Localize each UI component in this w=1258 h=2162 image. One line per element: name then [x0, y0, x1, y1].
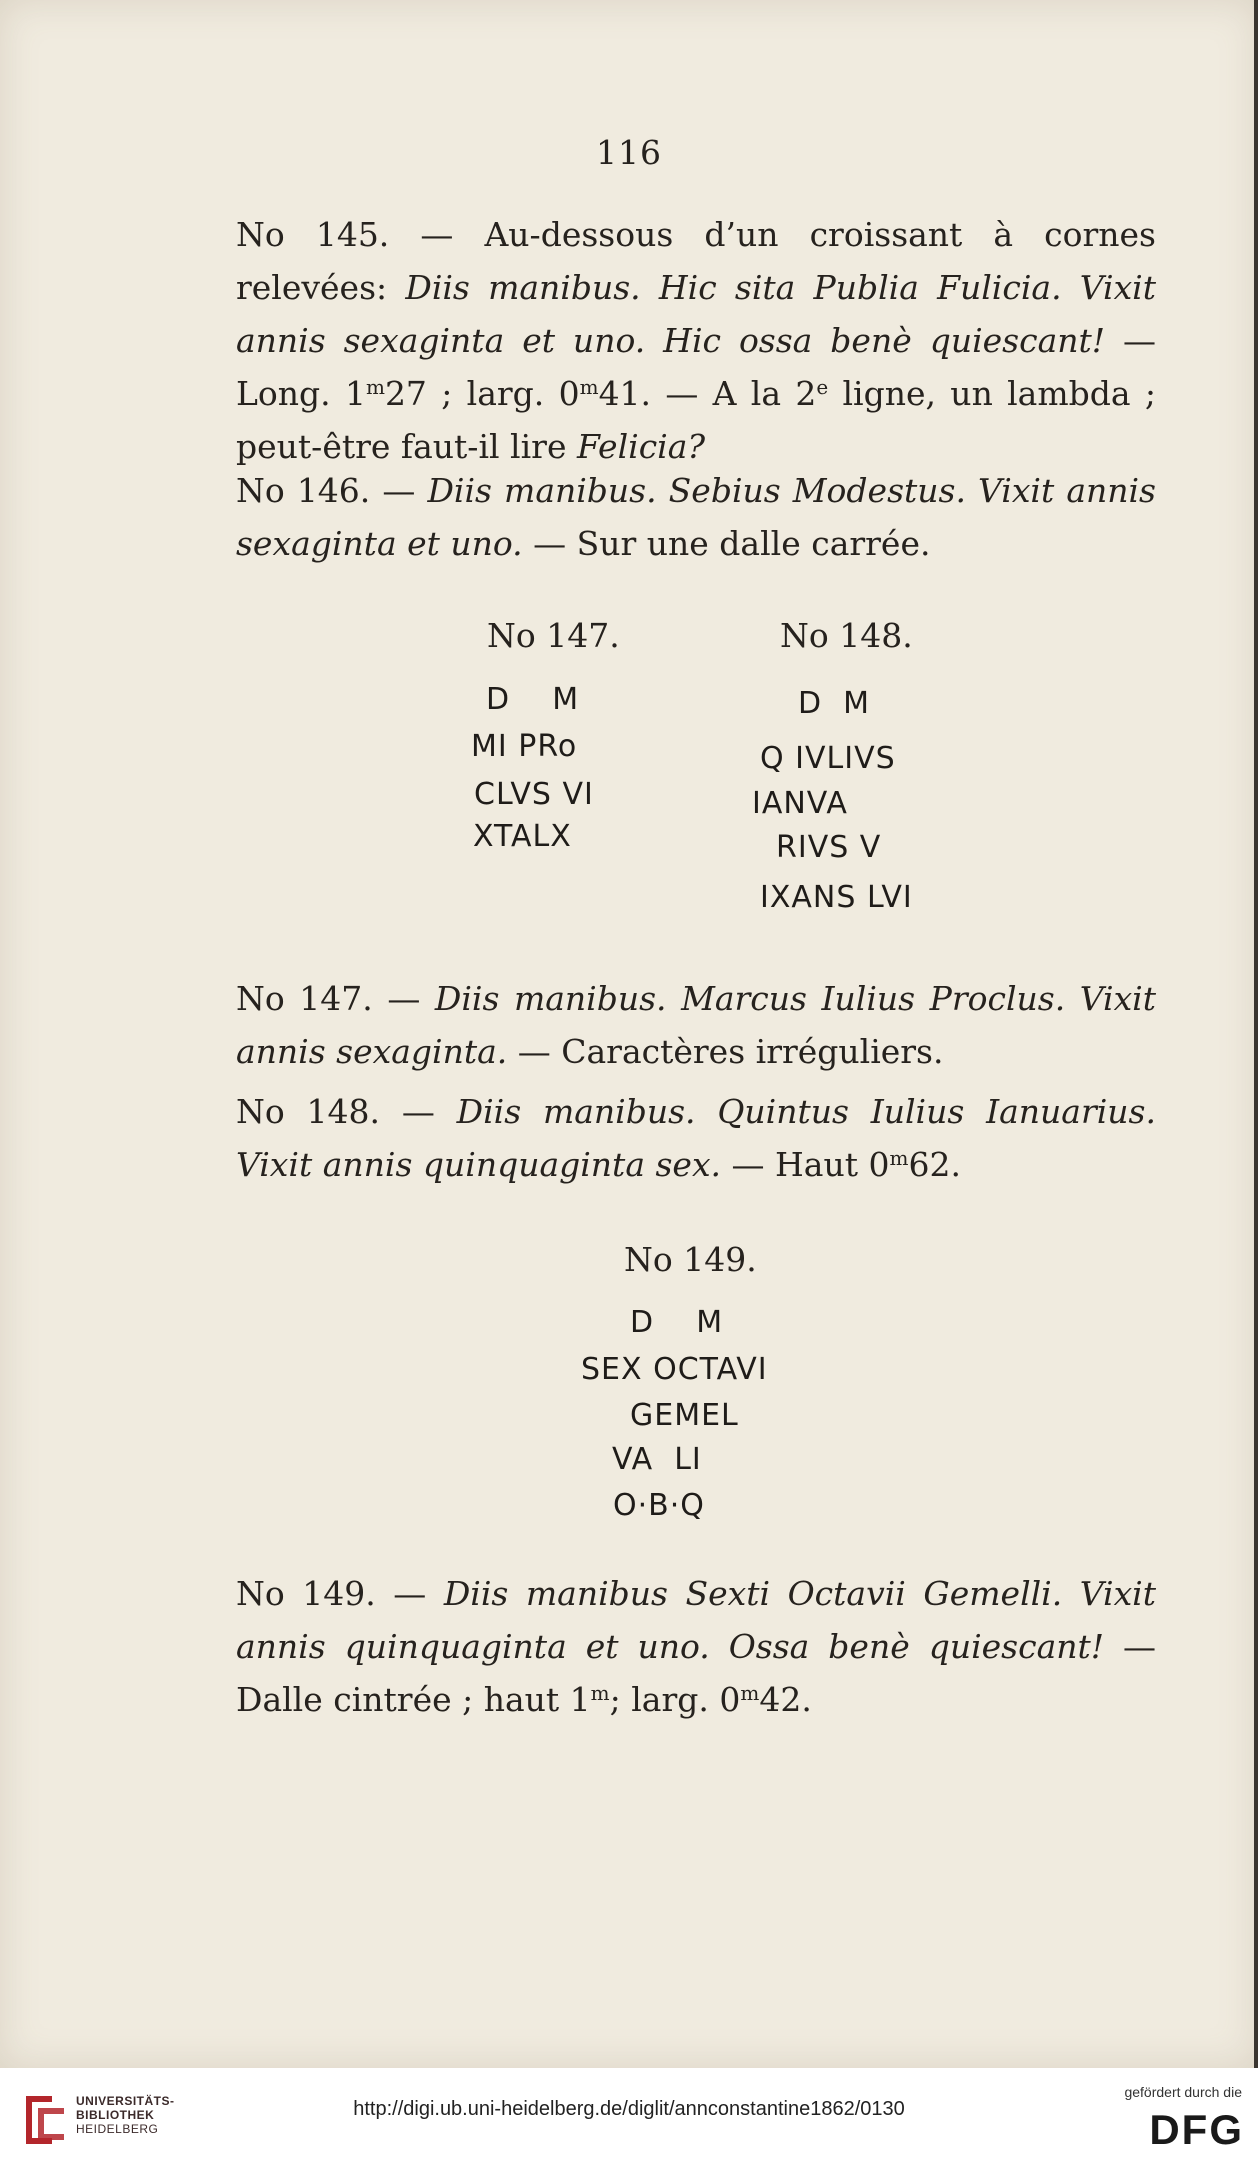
- inscription-line: XTALX: [473, 819, 572, 854]
- latin-text: Diis manibus. Marcus Iulius Proclus. Vixit annis sexaginta.: [236, 979, 1156, 1071]
- entry-number: No 146.: [236, 471, 371, 510]
- inscription-line: D M: [630, 1305, 724, 1340]
- paragraph-145: No 145. — Au-dessous d’un croissant à cornes relevées: Diis manibus. Hic sita Publia Fulicia. Vixit annis sexaginta et uno. Hic ossa benè quiescant! — Long. 1$^m$27 ; larg. 0$^m$41. — A la 2e ligne, un lambda ; peut-être faut-il lire Felicia?: [236, 215, 1156, 466]
- inscription-148-heading: No 148.: [780, 616, 913, 655]
- inscription-line: D M: [486, 682, 580, 717]
- inscription-line: O·B·Q: [613, 1488, 705, 1523]
- dfg-logo: DFG: [1149, 2106, 1244, 2153]
- paragraph-147: No 147. — Diis manibus. Marcus Iulius Proclus. Vixit annis sexaginta. — Caractères irréguliers.: [236, 979, 1156, 1071]
- inscription-line: RIVS V: [776, 830, 882, 865]
- inscription-line: CLVS VI: [474, 777, 594, 812]
- inscription-149-heading: No 149.: [624, 1240, 757, 1279]
- inscription-line: IANVA: [752, 786, 848, 821]
- page-edge: [1254, 0, 1258, 2068]
- latin-text: Diis manibus. Sebius Modestus. Vixit annis sexaginta et uno.: [236, 471, 1156, 563]
- inscription-line: MI PRo: [471, 729, 578, 764]
- page-number: 116: [596, 133, 662, 172]
- inscription-147-heading: No 147.: [487, 616, 620, 655]
- latin-text: Diis manibus. Hic sita Publia Fulicia. Vixit annis sexaginta et uno. Hic ossa benè quiescant!: [236, 268, 1156, 360]
- funding-note: gefördert durch die: [1124, 2084, 1242, 2100]
- entry-number: No 147.: [236, 979, 373, 1018]
- inscription-line: Q IVLIVS: [760, 741, 896, 776]
- paragraph-146: No 146. — Diis manibus. Sebius Modestus. Vixit annis sexaginta et uno. — Sur une dalle carrée.: [236, 471, 1156, 563]
- inscription-line: VA LI: [612, 1442, 702, 1477]
- inscription-line: IXANS LVI: [760, 880, 913, 915]
- inscription-line: GEMEL: [630, 1398, 739, 1433]
- entry-number: No 148.: [236, 1092, 381, 1131]
- inscription-line: D M: [798, 686, 871, 721]
- latin-text: Diis manibus Sexti Octavii Gemelli. Vixit annis quinquaginta et uno. Ossa benè quiescant!: [236, 1574, 1156, 1666]
- footer-bar: [0, 2068, 1258, 2162]
- entry-number: No 149.: [236, 1574, 376, 1613]
- inscription-line: SEX OCTAVI: [581, 1352, 768, 1387]
- latin-text: Felicia?: [576, 427, 706, 466]
- paragraph-148: No 148. — Diis manibus. Quintus Iulius Ianuarius. Vixit annis quinquaginta sex. — Haut 0$^m$62.: [236, 1092, 1156, 1184]
- paragraph-149: No 149. — Diis manibus Sexti Octavii Gemelli. Vixit annis quinquaginta et uno. Ossa benè quiescant! — Dalle cintrée ; haut 1$^m$; larg. 0$^m$42.: [236, 1574, 1156, 1719]
- source-url-link[interactable]: http://digi.ub.uni-heidelberg.de/diglit/annconstantine1862/0130: [353, 2098, 905, 2120]
- entry-number: No 145.: [236, 215, 390, 254]
- library-name: UNIVERSITÄTS- BIBLIOTHEK HEIDELBERG: [76, 2094, 175, 2136]
- latin-text: Diis manibus. Quintus Iulius Ianuarius. Vixit annis quinquaginta sex.: [236, 1092, 1156, 1184]
